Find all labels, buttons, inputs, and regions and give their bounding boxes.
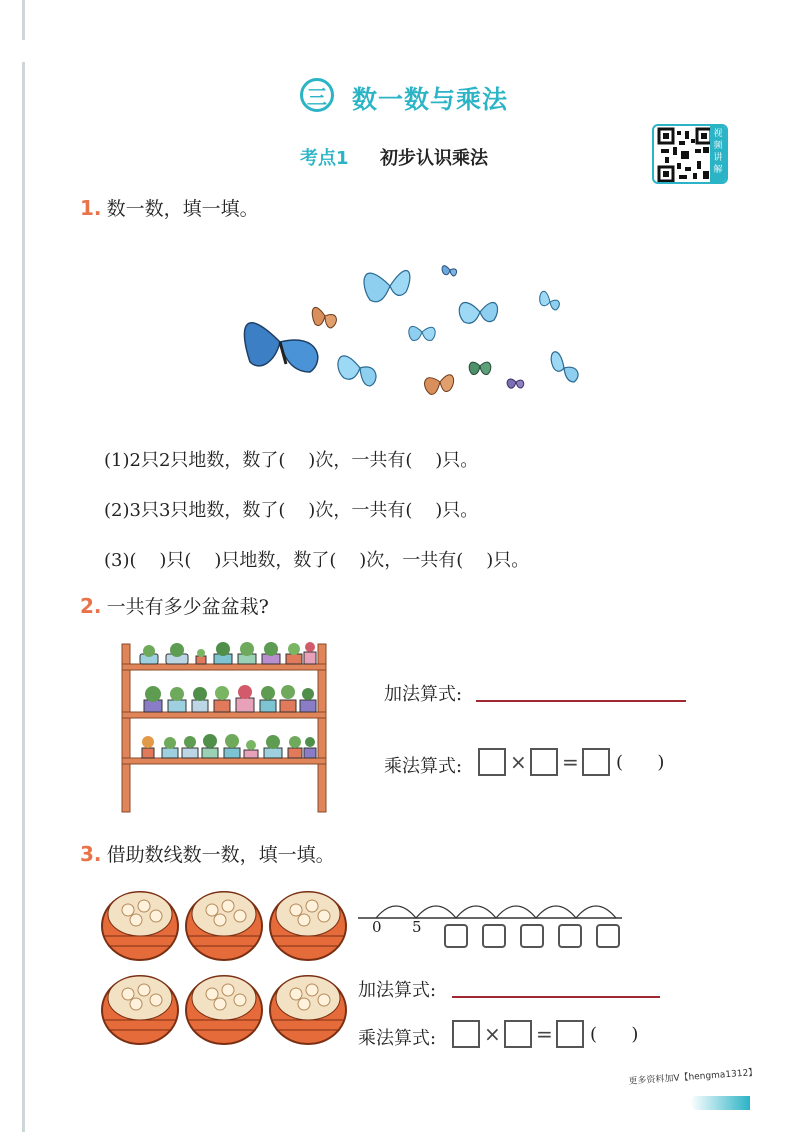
butterfly-purple — [507, 379, 524, 388]
q2-factor-2-box[interactable] — [530, 748, 558, 776]
question-number: 2. — [80, 594, 102, 618]
butterfly-orange — [425, 375, 454, 395]
butterfly-small — [442, 266, 457, 276]
question-prompt: 一共有多少盆盆栽? — [106, 596, 269, 618]
butterfly-blue — [409, 326, 435, 340]
butterfly-blue — [540, 291, 560, 310]
q3-mul-label: 乘法算式: — [358, 1028, 437, 1049]
q1-line-2: (2)3只3只地数，数了( )次，一共有( )只。 — [104, 500, 479, 521]
q2-times-sign: × — [510, 750, 527, 774]
point-title: 初步认识乘法 — [380, 148, 488, 169]
steamer-basket — [270, 892, 346, 960]
qr-code-icon — [657, 127, 713, 183]
question-3-heading — [80, 840, 335, 867]
chapter-title: 数一数与乘法 — [352, 85, 509, 114]
butterfly-large — [244, 323, 317, 372]
q1-line-1: (1)2只2只地数，数了( )次，一共有( )只。 — [104, 450, 479, 471]
number-line-box[interactable] — [558, 924, 582, 948]
number-line-box[interactable] — [482, 924, 506, 948]
number-line-box[interactable] — [520, 924, 544, 948]
q3-unit-paren[interactable]: ( ) — [590, 1024, 639, 1045]
q2-add-answer-line[interactable] — [476, 700, 686, 702]
qr-code-video[interactable] — [652, 124, 728, 184]
number-line — [356, 890, 626, 924]
q3-product-box[interactable] — [556, 1020, 584, 1048]
steamer-basket — [186, 976, 262, 1044]
q3-factor-1-box[interactable] — [452, 1020, 480, 1048]
q2-add-label: 加法算式: — [384, 684, 463, 705]
footer-text: 更多资料加V【hengma1312】 — [628, 1067, 758, 1087]
butterfly-blue — [551, 352, 578, 382]
binding-line-top — [22, 0, 25, 40]
shelf-row-bottom-pots — [142, 734, 316, 758]
steamer-basket — [102, 892, 178, 960]
butterfly-orange — [312, 307, 336, 328]
tick-label-5: 5 — [412, 918, 422, 936]
butterfly-blue — [364, 270, 410, 301]
butterfly-blue — [459, 303, 497, 324]
butterfly-green — [469, 362, 491, 374]
q2-unit-paren[interactable]: ( ) — [616, 752, 665, 773]
number-line-box[interactable] — [444, 924, 468, 948]
point-tag: 考点1 — [300, 148, 349, 169]
question-2-heading — [80, 592, 269, 619]
footer-swoosh — [690, 1096, 750, 1110]
shelf-row-top-pots — [140, 642, 316, 664]
q2-factor-1-box[interactable] — [478, 748, 506, 776]
q3-add-label: 加法算式: — [358, 980, 437, 1001]
q2-mul-label: 乘法算式: — [384, 756, 463, 777]
question-1-heading — [80, 194, 259, 221]
question-prompt: 借助数线数一数，填一填。 — [106, 844, 335, 866]
tick-label-0: 0 — [372, 918, 382, 936]
steamer-basket — [186, 892, 262, 960]
plant-shelf-illustration — [118, 638, 332, 814]
q2-product-box[interactable] — [582, 748, 610, 776]
steamer-basket — [270, 976, 346, 1044]
steamer-basket — [102, 976, 178, 1044]
steamer-baskets-illustration — [100, 886, 352, 1050]
q3-equals-sign: = — [536, 1022, 553, 1046]
q1-line-3: (3)( )只( )只地数，数了( )次，一共有( )只。 — [104, 550, 530, 571]
chapter-number-badge: 三 — [300, 78, 334, 112]
q2-equals-sign: = — [562, 750, 579, 774]
q3-factor-2-box[interactable] — [504, 1020, 532, 1048]
question-prompt: 数一数，填一填。 — [106, 198, 259, 220]
question-number: 3. — [80, 842, 102, 866]
shelf-row-middle-pots — [144, 685, 316, 712]
q3-times-sign: × — [484, 1022, 501, 1046]
qr-side-label: 视频讲解 — [710, 126, 726, 182]
butterfly-blue — [338, 356, 376, 386]
q3-add-answer-line[interactable] — [452, 996, 660, 998]
number-line-box[interactable] — [596, 924, 620, 948]
butterflies-illustration — [240, 256, 600, 416]
question-number: 1. — [80, 196, 102, 220]
binding-line — [22, 62, 25, 1132]
